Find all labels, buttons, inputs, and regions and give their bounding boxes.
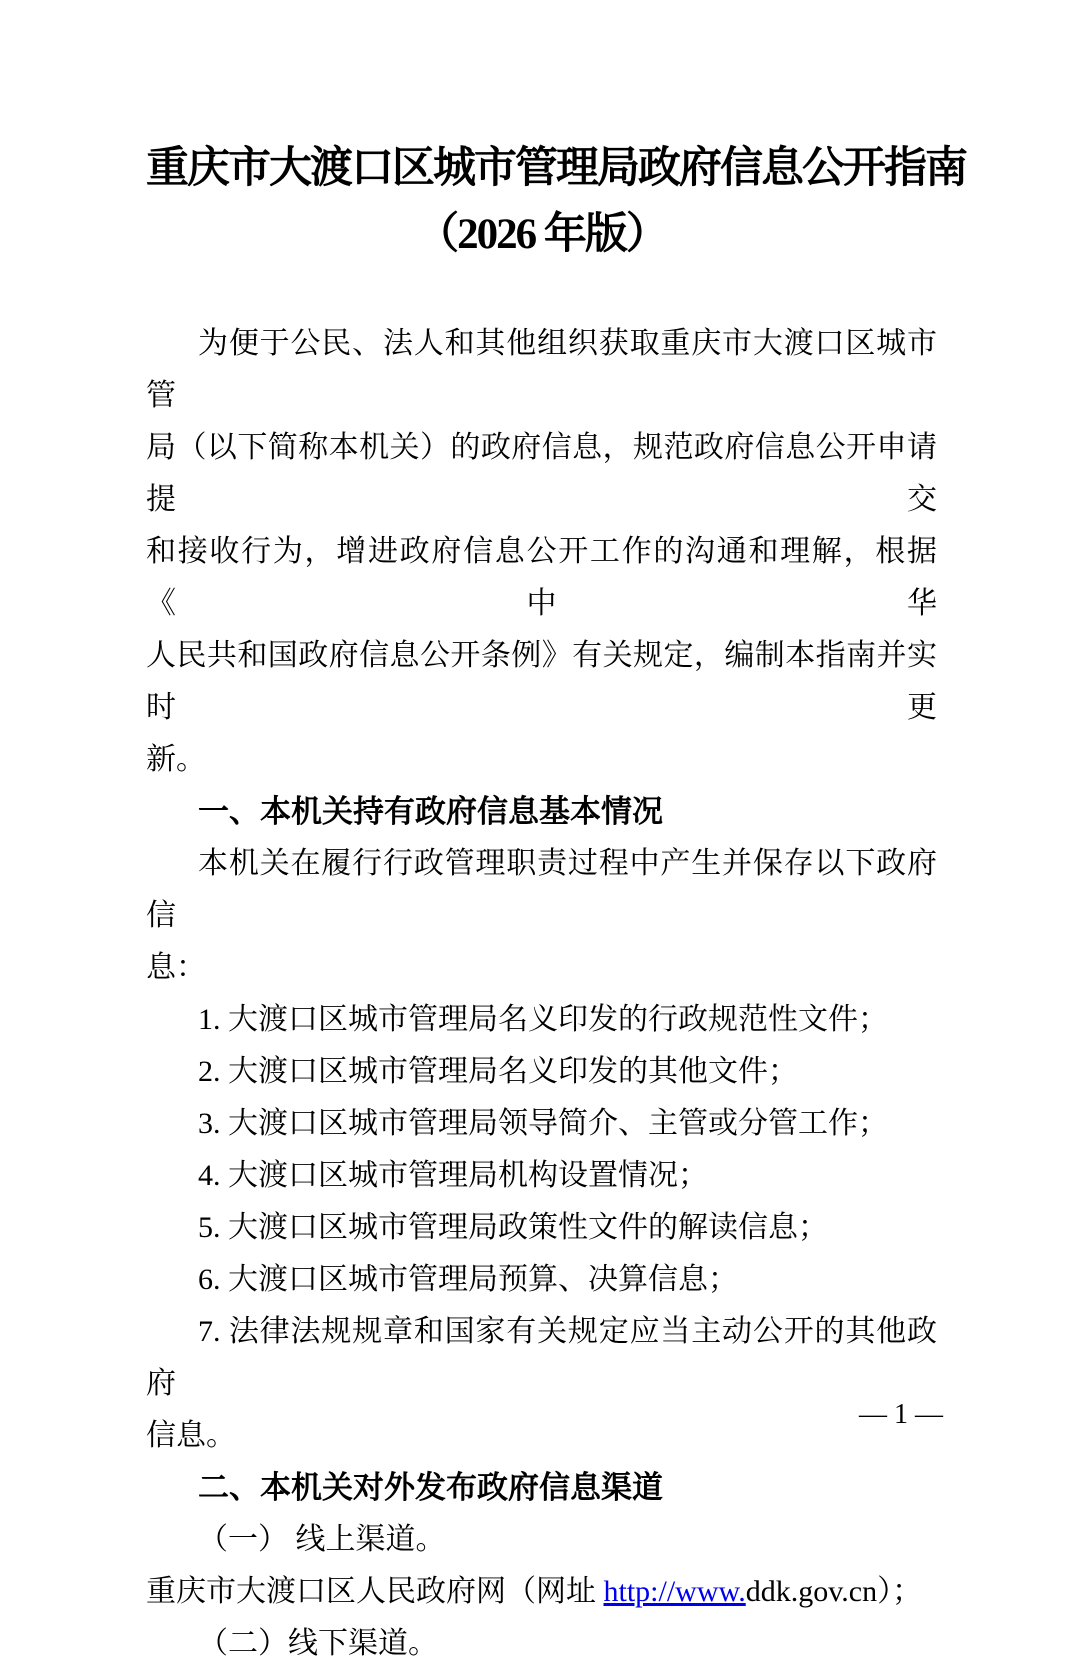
intro-line: 局（以下简称本机关）的政府信息，规范政府信息公开申请提交: [146, 431, 937, 516]
list-item: 3. 大渡口区城市管理局领导简介、主管或分管工作；: [198, 1107, 888, 1140]
online-channel-label: （一） 线上渠道。: [198, 1523, 446, 1556]
website-line-prefix: 重庆市大渡口区人民政府网（网址: [146, 1575, 604, 1608]
section2-heading: 二、本机关对外发布政府信息渠道: [198, 1470, 663, 1505]
list-item-continuation: 信息。: [146, 1419, 236, 1452]
document-content: [146, 136, 966, 1670]
offline-channel-label: （二）线下渠道。: [198, 1627, 438, 1660]
list-item: 5. 大渡口区城市管理局政策性文件的解读信息；: [198, 1211, 828, 1244]
document-title-line1: 重庆市大渡口区城市管理局政府信息公开指南: [146, 145, 966, 192]
section1-heading: 一、本机关持有政府信息基本情况: [198, 794, 663, 829]
list-item: 2. 大渡口区城市管理局名义印发的其他文件；: [198, 1055, 798, 1088]
website-link[interactable]: http://www.: [603, 1575, 746, 1608]
website-line-suffix: ddk.gov.cn）；: [745, 1575, 923, 1608]
list-item: 7. 法律法规规章和国家有关规定应当主动公开的其他政府: [146, 1315, 937, 1400]
list-item: 6. 大渡口区城市管理局预算、决算信息；: [198, 1263, 738, 1296]
intro-line: 为便于公民、法人和其他组织获取重庆市大渡口区城市管: [146, 327, 937, 412]
section1-lead-line: 息：: [146, 951, 206, 984]
list-item: 4. 大渡口区城市管理局机构设置情况；: [198, 1159, 708, 1192]
website-line: [146, 1566, 937, 1618]
page-number: — 1 —: [859, 1399, 943, 1430]
intro-line: 新。: [146, 743, 206, 776]
section1-lead-line: 本机关在履行行政管理职责过程中产生并保存以下政府信: [146, 847, 937, 932]
intro-line: 和接收行为，增进政府信息公开工作的沟通和理解，根据《中华: [146, 535, 937, 620]
intro-line: 人民共和国政府信息公开条例》有关规定，编制本指南并实时更: [146, 639, 937, 724]
list-item: 1. 大渡口区城市管理局名义印发的行政规范性文件；: [198, 1003, 888, 1036]
document-title-line2: （2026 年版）: [416, 211, 667, 258]
